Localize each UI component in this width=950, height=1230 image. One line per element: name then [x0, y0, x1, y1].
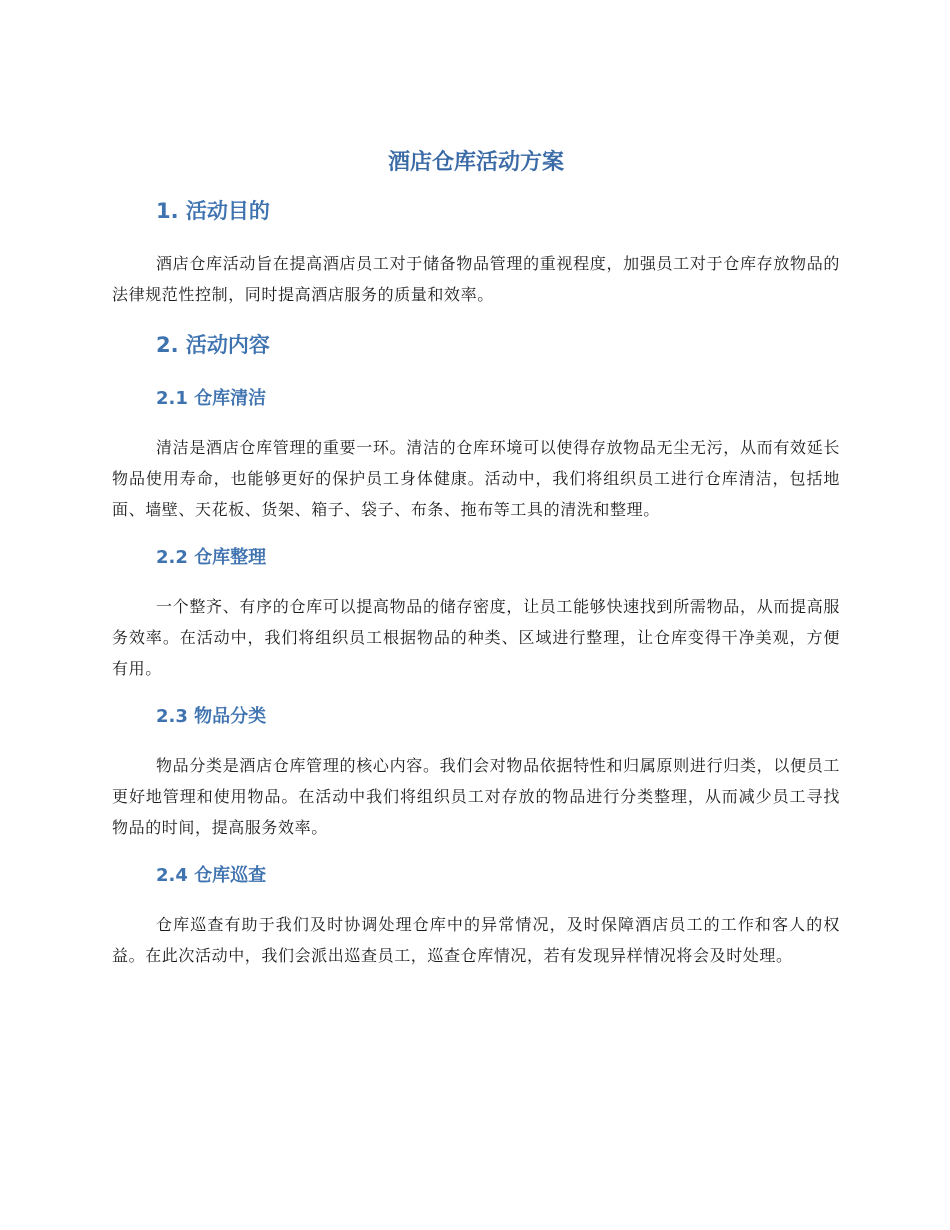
- subsection-inspection: [112, 861, 840, 971]
- subsection-heading-classification: 2.3 物品分类: [156, 706, 267, 727]
- subsection-heading-cleaning: 2.1 仓库清洁: [156, 388, 267, 409]
- section-purpose: [112, 194, 840, 310]
- subsection-cleaning: [112, 384, 840, 525]
- subsection-heading-inspection: 2.4 仓库巡查: [156, 865, 267, 886]
- document-page: [112, 146, 840, 971]
- section-heading-purpose: 1. 活动目的: [156, 199, 270, 223]
- section-content: [112, 328, 840, 971]
- subsection-paragraph-inspection: 仓库巡查有助于我们及时协调处理仓库中的异常情况，及时保障酒店员工的工作和客人的权益。在此次活动中，我们会派出巡查员工，巡查仓库情况，若有发现异样情况将会及时处理。: [112, 915, 840, 965]
- section-heading-content: 2. 活动内容: [156, 333, 270, 357]
- subsection-paragraph-cleaning: 清洁是酒店仓库管理的重要一环。清洁的仓库环境可以使得存放物品无尘无污，从而有效延长物品使用寿命，也能够更好的保护员工身体健康。活动中，我们将组织员工进行仓库清洁，包括地面、墙壁、天花板、货架、箱子、袋子、布条、拖布等工具的清洗和整理。: [112, 438, 840, 519]
- document-title: 酒店仓库活动方案: [387, 150, 564, 175]
- subsection-classification: [112, 702, 840, 843]
- subsection-paragraph-organizing: 一个整齐、有序的仓库可以提高物品的储存密度，让员工能够快速找到所需物品，从而提高服务效率。在活动中，我们将组织员工根据物品的种类、区域进行整理，让仓库变得干净美观，方便有用。: [112, 597, 840, 678]
- subsection-organizing: [112, 543, 840, 684]
- subsection-paragraph-classification: 物品分类是酒店仓库管理的核心内容。我们会对物品依据特性和归属原则进行归类，以便员工更好地管理和使用物品。在活动中我们将组织员工对存放的物品进行分类整理，从而减少员工寻找物品的时间，提高服务效率。: [112, 756, 840, 837]
- subsection-heading-organizing: 2.2 仓库整理: [156, 547, 267, 568]
- section-paragraph-purpose: 酒店仓库活动旨在提高酒店员工对于储备物品管理的重视程度，加强员工对于仓库存放物品的法律规范性控制，同时提高酒店服务的质量和效率。: [112, 254, 840, 304]
